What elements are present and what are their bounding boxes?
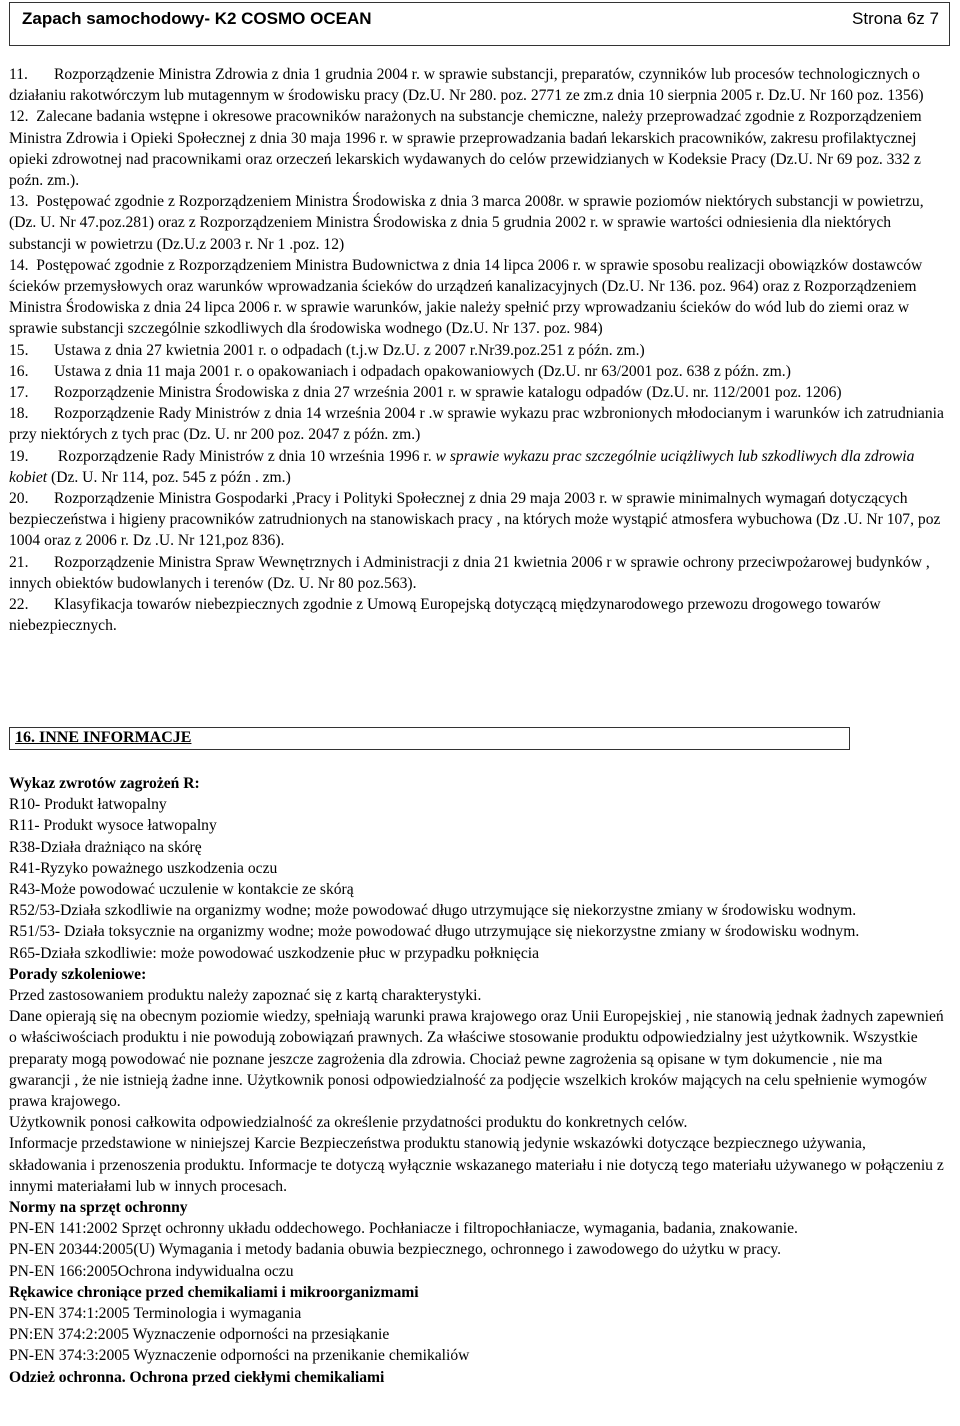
- norm-item: PN-EN 141:2002 Sprzęt ochronny układu oddechowego. Pochłaniacze i filtropochłaniacze, wymagania, badania, znakowanie.: [9, 1220, 798, 1238]
- page-header: [9, 2, 950, 46]
- list-item: 12. Zalecane badania wstępne i okresowe pracowników narażonych na substancje chemiczne, należy przeprowadzać zgodnie z Rozporządzeniem Ministra Zdrowia i Opieki Społecznej z dnia 30 maja 1996 r. w sprawie przeprowadzania badań lekarskich pracowników, zakresu profilaktycznej opieki zdrowotnej nad pracownikami oraz orzeczeń lekarskich wydawanych do celów przewidzianych w Kodeksie Pracy (Dz.U. Nr 69 poz. 332 z poźn. zm.).: [9, 108, 922, 190]
- norm-item: PN-EN 166:2005Ochrona indywidualna oczu: [9, 1262, 294, 1280]
- norm-item: PN-EN 20344:2005(U) Wymagania i metody badania obuwia bezpiecznego, ochronnego i zawodowego do użytku w pracy.: [9, 1241, 782, 1259]
- norm-item: PN-EN 374:3:2005 Wyznaczenie odporności na przenikanie chemikaliów: [9, 1347, 470, 1365]
- list-item: 16. Ustawa z dnia 11 maja 2001 r. o opakowaniach i odpadach opakowaniowych (Dz.U. nr 63/2001 poz. 638 z późn. zm.): [9, 362, 791, 380]
- training-text: Przed zastosowaniem produktu należy zapoznać się z kartą charakterystyki.: [9, 987, 482, 1005]
- training-heading: Porady szkoleniowe:: [9, 965, 147, 983]
- clothing-heading: Odzież ochronna. Ochrona przed ciekłymi chemikaliami: [9, 1368, 385, 1386]
- r-phrase: R65-Działa szkodliwie: może powodować uszkodzenie płuc w przypadku połknięcia: [9, 944, 540, 962]
- r-phrases-heading: Wykaz zwrotów zagrożeń R:: [9, 775, 200, 792]
- section-16-header: [9, 727, 850, 750]
- list-item: 18. Rozporządzenie Rady Ministrów z dnia 14 września 2004 r .w sprawie wykazu prac wzbronionych młodocianym i warunków ich zatrudniania przy niektórych z tych prac (Dz. U. nr 200 poz. 2047 z późn. zm.): [9, 405, 944, 444]
- r-phrase: R10- Produkt łatwopalny: [9, 796, 167, 814]
- page-number: Strona 6z 7: [852, 9, 939, 28]
- norm-item: PN-EN 374:1:2005 Terminologia i wymagania: [9, 1305, 302, 1323]
- list-item: 15. Ustawa z dnia 27 kwietnia 2001 r. o odpadach (t.j.w Dz.U. z 2007 r.Nr39.poz.251 z późn. zm.): [9, 341, 645, 359]
- list-item: 17. Rozporządzenie Ministra Środowiska z dnia 27 września 2001 r. w sprawie katalogu odpadów (Dz.U. nr. 112/2001 poz. 1206): [9, 384, 842, 402]
- list-item: 14. Postępować zgodnie z Rozporządzeniem Ministra Budownictwa z dnia 14 lipca 2006 r. w sprawie sposobu realizacji obowiązków dostawców ścieków przemysłowych oraz warunków wprowadzania ścieków do urządzeń kanalizacyjnych (Dz.U. Nr 136. poz. 964) oraz z Rozporządzeniem Ministra Środowiska z dnia 24 lipca 2006 r. w sprawie warunków, jakie należy spełnić przy wprowadzaniu ścieków do wód lub do ziemi oraz w sprawie substancji szczególnie szkodliwych dla środowiska wodnego (Dz.U. Nr 137. poz. 984): [9, 256, 923, 338]
- r-phrase: R51/53- Działa toksycznie na organizmy wodne; może powodować długo utrzymujące się niekorzystne zmiany w środowisku wodnym.: [9, 923, 860, 941]
- norm-item: PN:EN 374:2:2005 Wyznaczenie odporności na przesiąkanie: [9, 1326, 390, 1344]
- training-text: Dane opierają się na obecnym poziomie wiedzy, spełniają warunki prawa krajowego oraz Unii Europejskiej , nie stanowią jednak żadnych zapewnień o właściwościach produktu i nie powodują zobowiązań prawnych. Za właściwe stosowanie produktu odpowiedzialny jest użytkownik. Wszystkie preparaty mogą powodować nie poznane jeszcze zagrożenia dla zdrowia. Chociaż pewne zagrożenia są opisane w tym dokumencie , nie ma gwarancji , że nie istnieją żadne inne. Użytkownik ponosi odpowiedzialność za podjęcie wszelkich kroków mających na celu spełnienie wymogów prawa krajowego.: [9, 1008, 944, 1111]
- document-title: Zapach samochodowy- K2 COSMO OCEAN: [22, 9, 372, 28]
- r-phrase: R52/53-Działa szkodliwie na organizmy wodne; może powodować długo utrzymujące się niekorzystne zmiany w środowisku wodnym.: [9, 902, 857, 920]
- list-item: 20. Rozporządzenie Ministra Gospodarki ,Pracy i Polityki Społecznej z dnia 29 maja 2003 r. w sprawie minimalnych wymagań dotyczących bezpieczeństwa i higieny pracowników zatrudnionych na stanowiskach pracy , na których może wystąpić atmosfera wybuchowa (Dz .U. Nr 107, poz 1004 oraz z 2006 r. Dz .U. Nr 121,poz 836).: [9, 490, 941, 550]
- r-phrase: R38-Działa drażniąco na skórę: [9, 838, 202, 856]
- list-item: 21. Rozporządzenie Ministra Spraw Wewnętrznych i Administracji z dnia 21 kwietnia 2006 r w sprawie ochrony przeciwpożarowej budynków , innych obiektów budowlanych i terenów (Dz. U. Nr 80 poz.563).: [9, 553, 930, 592]
- r-phrase: R41-Ryzyko poważnego uszkodzenia oczu: [9, 859, 278, 877]
- training-text: Informacje przedstawione w niniejszej Karcie Bezpieczeństwa produktu stanowią jedynie wskazówki dotyczące bezpiecznego używania, składowania i przenoszenia produktu. Informacje te dotyczą wyłącznie wskazanego materiału i nie dotyczą tego materiału używanego w połączeniu z innymi materiałami lub w innych procesach.: [9, 1135, 944, 1195]
- section-title: 16. INNE INFORMACJE: [15, 729, 192, 746]
- gloves-heading: Rękawice chroniące przed chemikaliami i mikroorganizmami: [9, 1283, 419, 1301]
- list-item: 13. Postępować zgodnie z Rozporządzeniem Ministra Środowiska z dnia 3 marca 2008r. w sprawie poziomów niektórych substancji w powietrzu, (Dz. U. Nr 47.poz.281) oraz z Rozporządzeniem Ministra Środowiska z dnia 5 grudnia 2002 r. w sprawie wartości odniesienia dla niektórych substancji w powietrzu (Dz.U.z 2003 r. Nr 1 .poz. 12): [9, 193, 924, 253]
- regulations-list: [9, 64, 947, 636]
- training-text: Użytkownik ponosi całkowita odpowiedzialność za określenie przydatności produktu do konkretnych celów.: [9, 1114, 688, 1132]
- list-item: 11. Rozporządzenie Ministra Zdrowia z dnia 1 grudnia 2004 r. w sprawie substancji, preparatów, czynników lub procesów technologicznych o działaniu rakotwórczym lub mutagennym w środowisku pracy (Dz.U. Nr 280. poz. 2771 ze zm.z dnia 10 sierpnia 2005 r. Dz.U. Nr 160 poz. 1356): [9, 66, 924, 105]
- r-phrase: R11- Produkt wysoce łatwopalny: [9, 817, 217, 835]
- r-phrase: R43-Może powodować uczulenie w kontakcie ze skórą: [9, 881, 354, 899]
- list-item: 19. Rozporządzenie Rady Ministrów z dnia 10 września 1996 r. w sprawie wykazu prac szczególnie uciążliwych lub szkodliwych dla zdrowia kobiet (Dz. U. Nr 114, poz. 545 z późn . zm.): [9, 447, 915, 486]
- norms-heading: Normy na sprzęt ochronny: [9, 1199, 188, 1217]
- other-information: [9, 773, 947, 1388]
- list-item: 22. Klasyfikacja towarów niebezpiecznych zgodnie z Umową Europejską dotyczącą międzynarodowego przewozu drogowego towarów niebezpiecznych.: [9, 596, 881, 635]
